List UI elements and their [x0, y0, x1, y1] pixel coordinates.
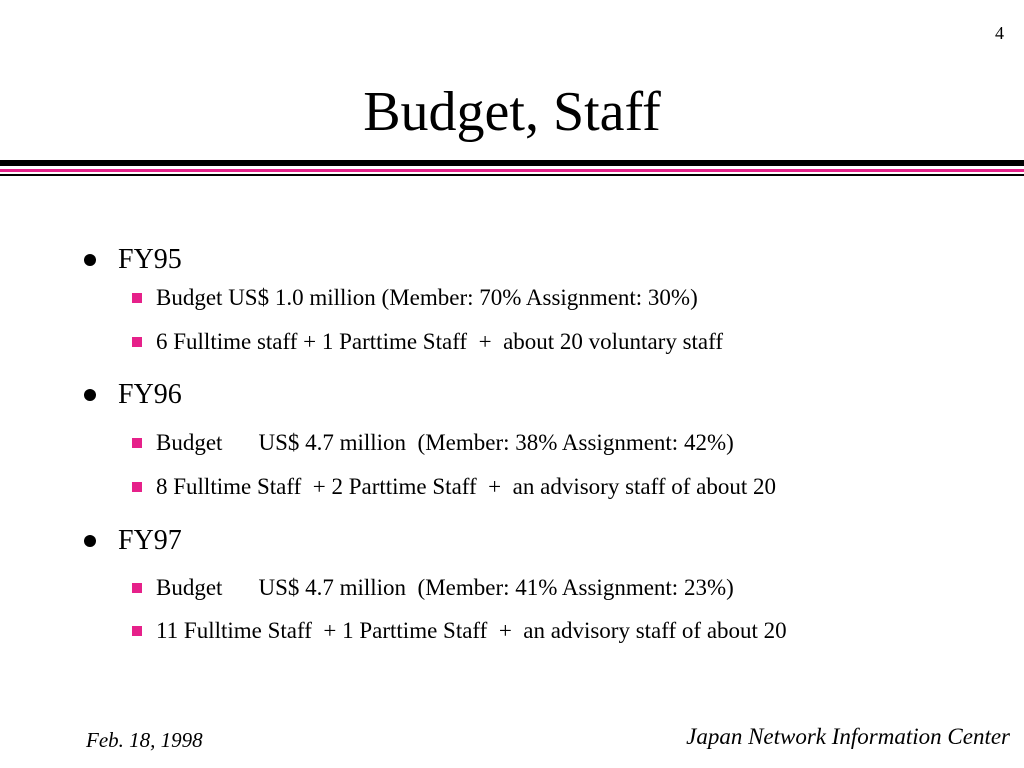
list-item-text: 8 Fulltime Staff + 2 Parttime Staff + an advisory staff of about 20	[156, 474, 777, 499]
section-heading-text: FY97	[118, 525, 182, 556]
section-heading-text: FY96	[118, 379, 182, 410]
footer-organization: Japan Network Information Center	[686, 724, 1010, 749]
section-heading-fy96	[84, 381, 182, 409]
bullet-square-icon	[132, 293, 142, 303]
list-item-text: 11 Fulltime Staff + 1 Parttime Staff + an advisory staff of about 20	[156, 618, 787, 643]
section-heading-fy95	[84, 246, 182, 274]
bullet-square-icon	[132, 583, 142, 593]
bullet-square-icon	[132, 482, 142, 492]
list-item	[132, 286, 698, 309]
list-item	[132, 431, 734, 454]
list-item-label: Budget	[156, 575, 223, 600]
footer-date: Feb. 18, 1998	[86, 728, 203, 752]
list-item-label: Budget	[156, 430, 223, 455]
list-item-detail: US$ 4.7 million (Member: 38% Assignment: 42%)	[258, 430, 734, 455]
list-item	[132, 619, 787, 642]
bullet-dot-icon	[84, 254, 96, 266]
bullet-square-icon	[132, 438, 142, 448]
bullet-dot-icon	[84, 389, 96, 401]
bullet-square-icon	[132, 337, 142, 347]
list-item	[132, 475, 776, 498]
slide-title: Budget, Staff	[363, 81, 661, 143]
list-item-text: 6 Fulltime staff + 1 Parttime Staff + about 20 voluntary staff	[156, 329, 724, 354]
list-item-detail: US$ 4.7 million (Member: 41% Assignment: 23%)	[258, 575, 734, 600]
section-heading-text: FY95	[118, 244, 182, 275]
page-number: 4	[995, 23, 1004, 43]
bullet-square-icon	[132, 626, 142, 636]
bullet-dot-icon	[84, 535, 96, 547]
section-heading-fy97	[84, 527, 182, 555]
list-item	[132, 576, 734, 599]
list-item	[132, 330, 723, 353]
list-item-text: Budget US$ 1.0 million (Member: 70% Assignment: 30%)	[156, 285, 698, 310]
